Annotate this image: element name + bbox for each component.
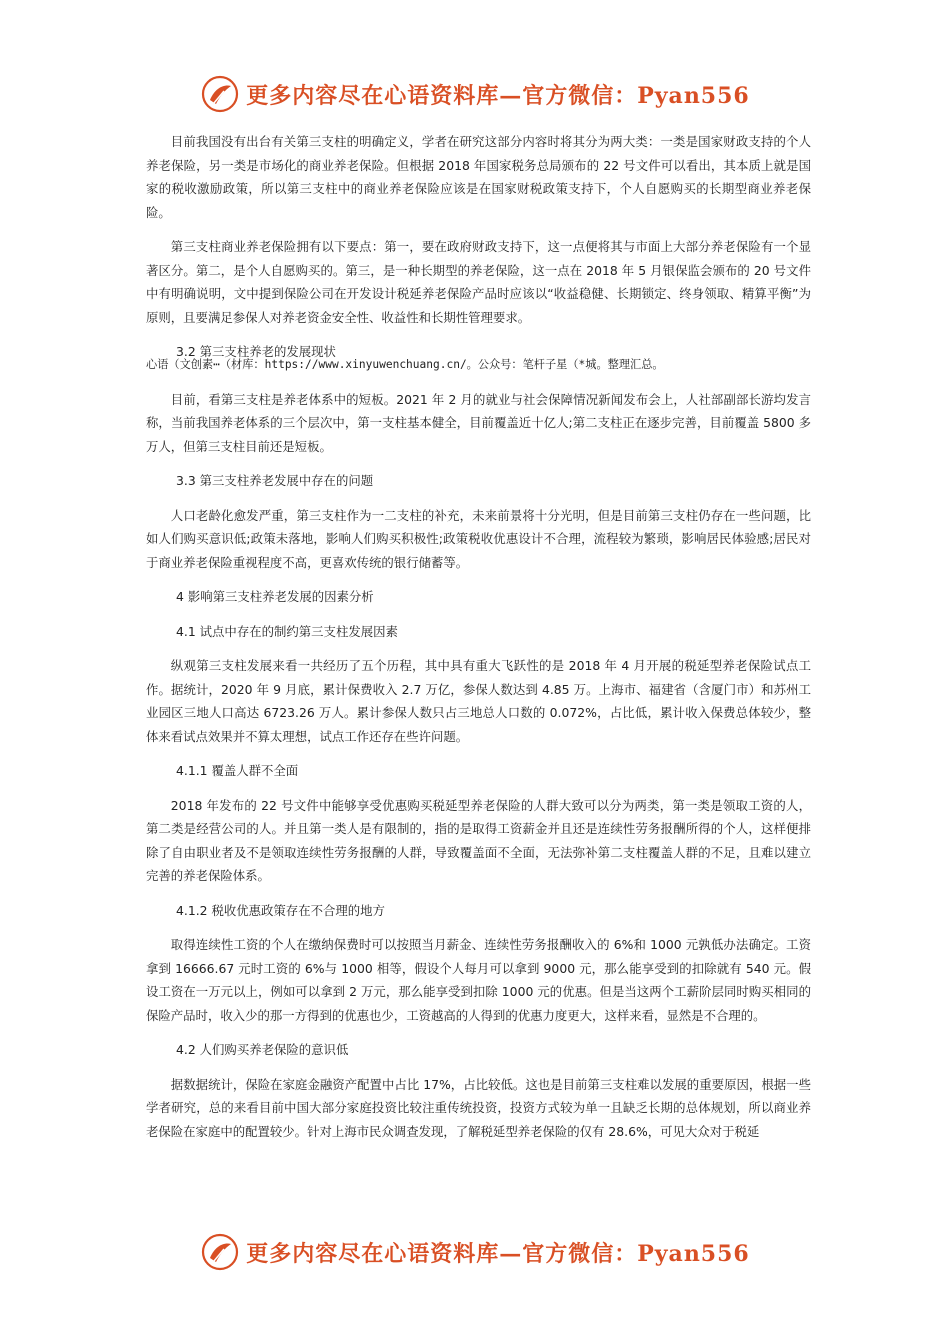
paragraph: 纵观第三支柱发展来看一共经历了五个历程，其中具有重大飞跃性的是 2018 年 4 月开展的税延型养老保险试点工作。据统计，2020 年 9 月底，累计保费收入 2.7 万亿，参保人数达到 4.85 万。上海市、福建省（含厦门市）和苏州工业园区三地人口高达 6723.26 万人。累计参保人数只占三地总人口数的 0.072%，占比低，累计收入保费总体较少，整体来看试点效果并不算太理想，试点工作还存在些许问题。 [146,658,811,744]
section-body [146,388,811,1144]
paragraph: 人口老龄化愈发严重，第三支柱作为一二支柱的补充，未来前景将十分光明，但是目前第三支柱仍存在一些问题，比如人们购买意识低;政策未落地，影响人们购买积极性;政策税收优惠设计不合理，流程较为繁琐，影响居民体验感;居民对于商业养老保险重视程度不高，更喜欢传统的银行储蓄等。 [146,507,811,570]
document-body [146,130,811,1154]
paragraph: 目前，看第三支柱是养老体系中的短板。2021 年 2 月的就业与社会保障情况新闻发布会上，人社部副部长游均发言称，当前我国养老体系的三个层次中，第一支柱基本健全，目前覆盖近十亿人;第二支柱正在逐步完善，目前覆盖 5800 多万人，但第三支柱目前还是短板。 [146,391,811,454]
paragraph: 第三支柱商业养老保险拥有以下要点：第一，要在政府财政支持下，这一点便将其与市面上大部分养老保险有一个显著区分。第二，是个人自愿购买的。第三，是一种长期型的养老保险，这一点在 2018 年 5 月银保监会颁布的 20 号文件中有明确说明，文中提到保险公司在开发设计税延养老保险产品时应该以“收益稳健、长期锁定、终身领取、精算平衡”为原则，且要满足参保人对养老资金安全性、收益性和长期性管理要求。 [146,239,811,325]
logo-icon [200,74,240,114]
footer-banner [0,1228,950,1276]
paragraph: 2018 年发布的 22 号文件中能够享受优惠购买税延型养老保险的人群大致可以分为两类，第一类是领取工资的人，第二类是经营公司的人。并且第一类人是有限制的，指的是取得工资薪金并且还是连续性劳务报酬所得的个人，这样便排除了自由职业者及不是领取连续性劳务报酬的人群，导致覆盖面不全面，无法弥补第二支柱覆盖人群的不足，且难以建立完善的养老保险体系。 [146,797,811,883]
section-heading: 4.2 人们购买养老保险的意识低 [176,1042,349,1057]
section-heading: 4 影响第三支柱养老发展的因素分析 [176,589,374,604]
header-banner [0,70,950,118]
section-heading: 3.3 第三支柱养老发展中存在的问题 [176,473,374,488]
paragraph: 据数据统计，保险在家庭金融资产配置中占比 17%，占比较低。这也是目前第三支柱难以发展的重要原因，根据一些学者研究，总的来看目前中国大部分家庭投资比较注重传统投资，投资方式较为单一且缺乏长期的总体规划，所以商业养老保险在家庭中的配置较少。针对上海市民众调查发现，了解税延型养老保险的仅有 28.6%，可见大众对于税延 [146,1076,811,1139]
paragraph: 目前我国没有出台有关第三支柱的明确定义，学者在研究这部分内容时将其分为两大类：一类是国家财政支持的个人养老保险，另一类是市场化的商业养老保险。但根据 2018 年国家税务总局颁布的 22 号文件可以看出，其本质上就是国家的税收激励政策，所以第三支柱中的商业养老保险应该是在国家财税政策支持下，个人自愿购买的长期型商业养老保险。 [146,134,811,220]
section-heading: 4.1 试点中存在的制约第三支柱发展因素 [176,623,398,639]
section-heading: 4.1.2 税收优惠政策存在不合理的地方 [176,902,385,918]
section-heading: 4.1.1 覆盖人群不全面 [176,763,299,778]
section-heading-3-2: 3.2 第三支柱养老的发展现状 [176,344,336,359]
banner-text: 更多内容尽在心语资料库—官方微信：Pyan556 [246,82,750,109]
source-watermark-line: 心语（文创素⋯（材库：https://www.xinyuwenchuang.cn/。公众号：笔杆子星（*城。整理汇总。 [146,358,664,371]
section-intro [146,130,811,329]
banner-text: 更多内容尽在心语资料库—官方微信：Pyan556 [246,1240,750,1267]
paragraph: 取得连续性工资的个人在缴纳保费时可以按照当月薪金、连续性劳务报酬收入的 6%和 1000 元孰低办法确定。工资拿到 16666.67 元时工资的 6%与 1000 相等，假设个人每月可以拿到 9000 元，那么能享受到的扣除就有 540 元。假设工资在一万元以上，例如可以拿到 2 万元，那么能享受到扣除 1000 元的优惠。但是当这两个工薪阶层同时购买相同的保险产品时，收入少的那一方得到的优惠也少，工资越高的人得到的优惠力度更大，这样来看，显然是不合理的。 [146,937,811,1023]
logo-icon [200,1232,240,1272]
